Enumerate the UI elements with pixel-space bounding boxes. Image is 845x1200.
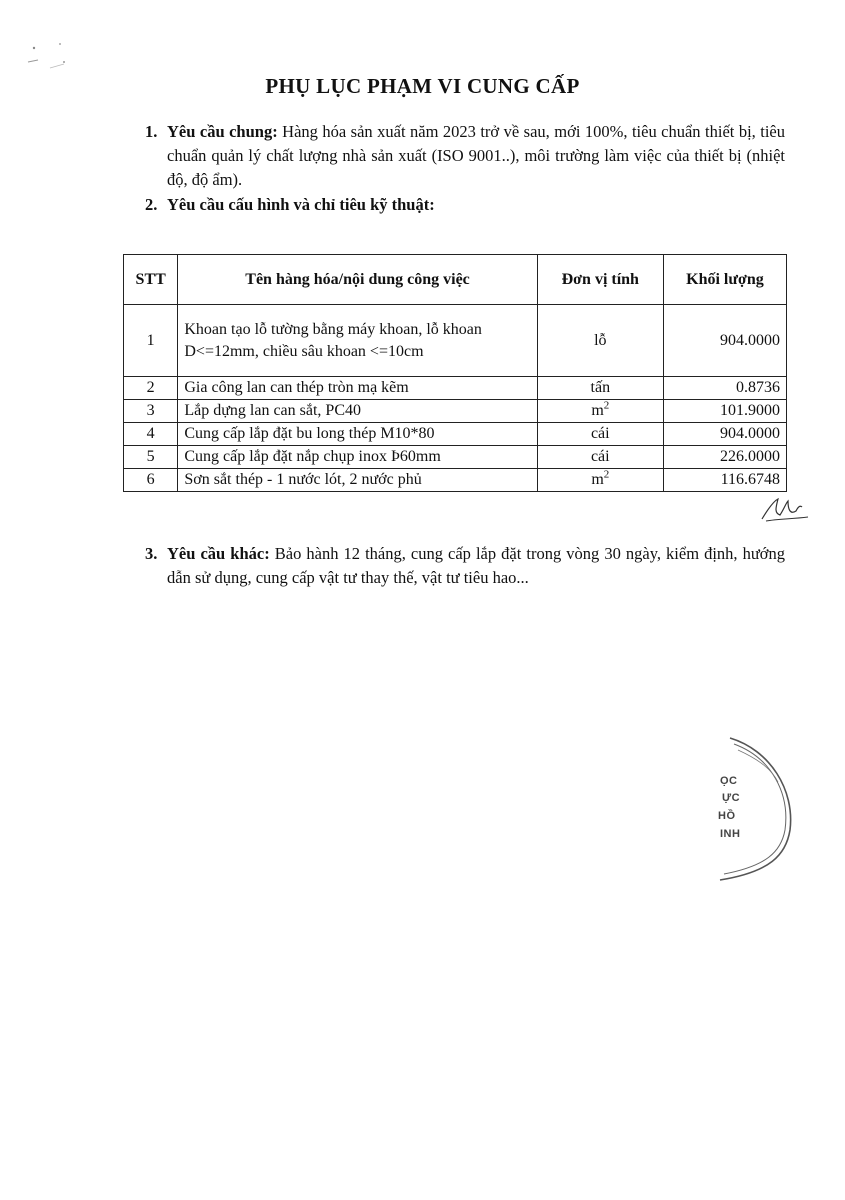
row-unit-text: cái (590, 425, 610, 442)
table-row (124, 423, 787, 446)
header-stt: STT (124, 255, 178, 305)
section-number: 1. (145, 122, 158, 141)
row-unit (537, 377, 663, 400)
table-header-row (124, 255, 787, 305)
row-item-name: Sơn sắt thép - 1 nước lót, 2 nước phủ (178, 469, 537, 492)
stamp-text-fragment: HỒ (718, 810, 736, 822)
row-item-name-line: D<=12mm, chiều sâu khoan <=10cm (184, 342, 424, 360)
row-quantity: 904.0000 (663, 423, 786, 446)
row-stt: 1 (124, 305, 178, 377)
row-unit-text: m (591, 471, 604, 488)
stamp-text-fragment: ỌC (720, 775, 738, 787)
row-unit (537, 446, 663, 469)
page-title: PHỤ LỤC PHẠM VI CUNG CẤP (265, 74, 580, 98)
row-quantity: 0.8736 (663, 377, 786, 400)
row-item-name-line: Khoan tạo lỗ tường bằng máy khoan, lỗ khoan (184, 320, 482, 338)
row-unit-exponent: 2 (603, 399, 610, 412)
header-unit: Đơn vị tính (537, 255, 663, 305)
table-row (124, 377, 787, 400)
row-unit (537, 469, 663, 492)
stamp-text-fragment: INH (720, 828, 741, 840)
row-quantity: 116.6748 (663, 469, 786, 492)
row-quantity: 226.0000 (663, 446, 786, 469)
header-quantity: Khối lượng (663, 255, 786, 305)
row-stt: 3 (124, 400, 178, 423)
row-quantity: 101.9000 (663, 400, 786, 423)
specification-table (123, 254, 787, 492)
row-stt: 5 (124, 446, 178, 469)
row-unit (537, 423, 663, 446)
row-item-name (178, 305, 537, 377)
section-number: 3. (145, 544, 158, 563)
row-item-name: Cung cấp lắp đặt bu long thép M10*80 (178, 423, 537, 446)
row-unit (537, 305, 663, 377)
header-item-name: Tên hàng hóa/nội dung công việc (178, 255, 537, 305)
section-technical-requirements (145, 193, 785, 217)
section-general-requirements (145, 120, 785, 192)
section-number: 2. (145, 195, 158, 214)
table-row (124, 400, 787, 423)
section-label: Yêu cầu chung: (167, 122, 278, 141)
section-label: Yêu cầu cấu hình và chỉ tiêu kỹ thuật: (167, 195, 435, 214)
partial-official-stamp (700, 730, 800, 890)
section-text: Bảo hành 12 tháng, cung cấp lắp đặt trong vòng 30 ngày, kiểm định, hướng dẫn sử dụng, cung cấp vật tư thay thế, vật tư tiêu hao... (167, 544, 786, 587)
table-row (124, 446, 787, 469)
section-text: Hàng hóa sản xuất năm 2023 trở về sau, mới 100%, tiêu chuẩn thiết bị, tiêu chuẩn quản lý chất lượng nhà sản xuất (ISO 9001..), môi trường làm việc của thiết bị (nhiệt độ, độ ẩm). (167, 122, 785, 189)
section-other-requirements (145, 542, 785, 590)
row-unit-text: cái (590, 448, 610, 465)
row-item-name: Cung cấp lắp đặt nắp chụp inox Þ60mm (178, 446, 537, 469)
row-unit-exponent: 2 (603, 468, 610, 481)
row-quantity: 904.0000 (663, 305, 786, 377)
handwritten-initials-signature (758, 495, 810, 525)
row-unit-text: m (591, 402, 604, 419)
row-item-name: Gia công lan can thép tròn mạ kẽm (178, 377, 537, 400)
section-label: Yêu cầu khác: (167, 544, 270, 563)
row-stt: 4 (124, 423, 178, 446)
scan-artifact-marks (20, 38, 80, 78)
row-unit-text: tấn (590, 379, 611, 396)
row-unit (537, 400, 663, 423)
stamp-arc-icon (700, 730, 800, 890)
table-row (124, 305, 787, 377)
stamp-text-fragment: ỰC (722, 792, 741, 804)
row-unit-text: lỗ (594, 331, 607, 349)
row-item-name: Lắp dựng lan can sắt, PC40 (178, 400, 537, 423)
table-row (124, 469, 787, 492)
row-stt: 6 (124, 469, 178, 492)
row-stt: 2 (124, 377, 178, 400)
